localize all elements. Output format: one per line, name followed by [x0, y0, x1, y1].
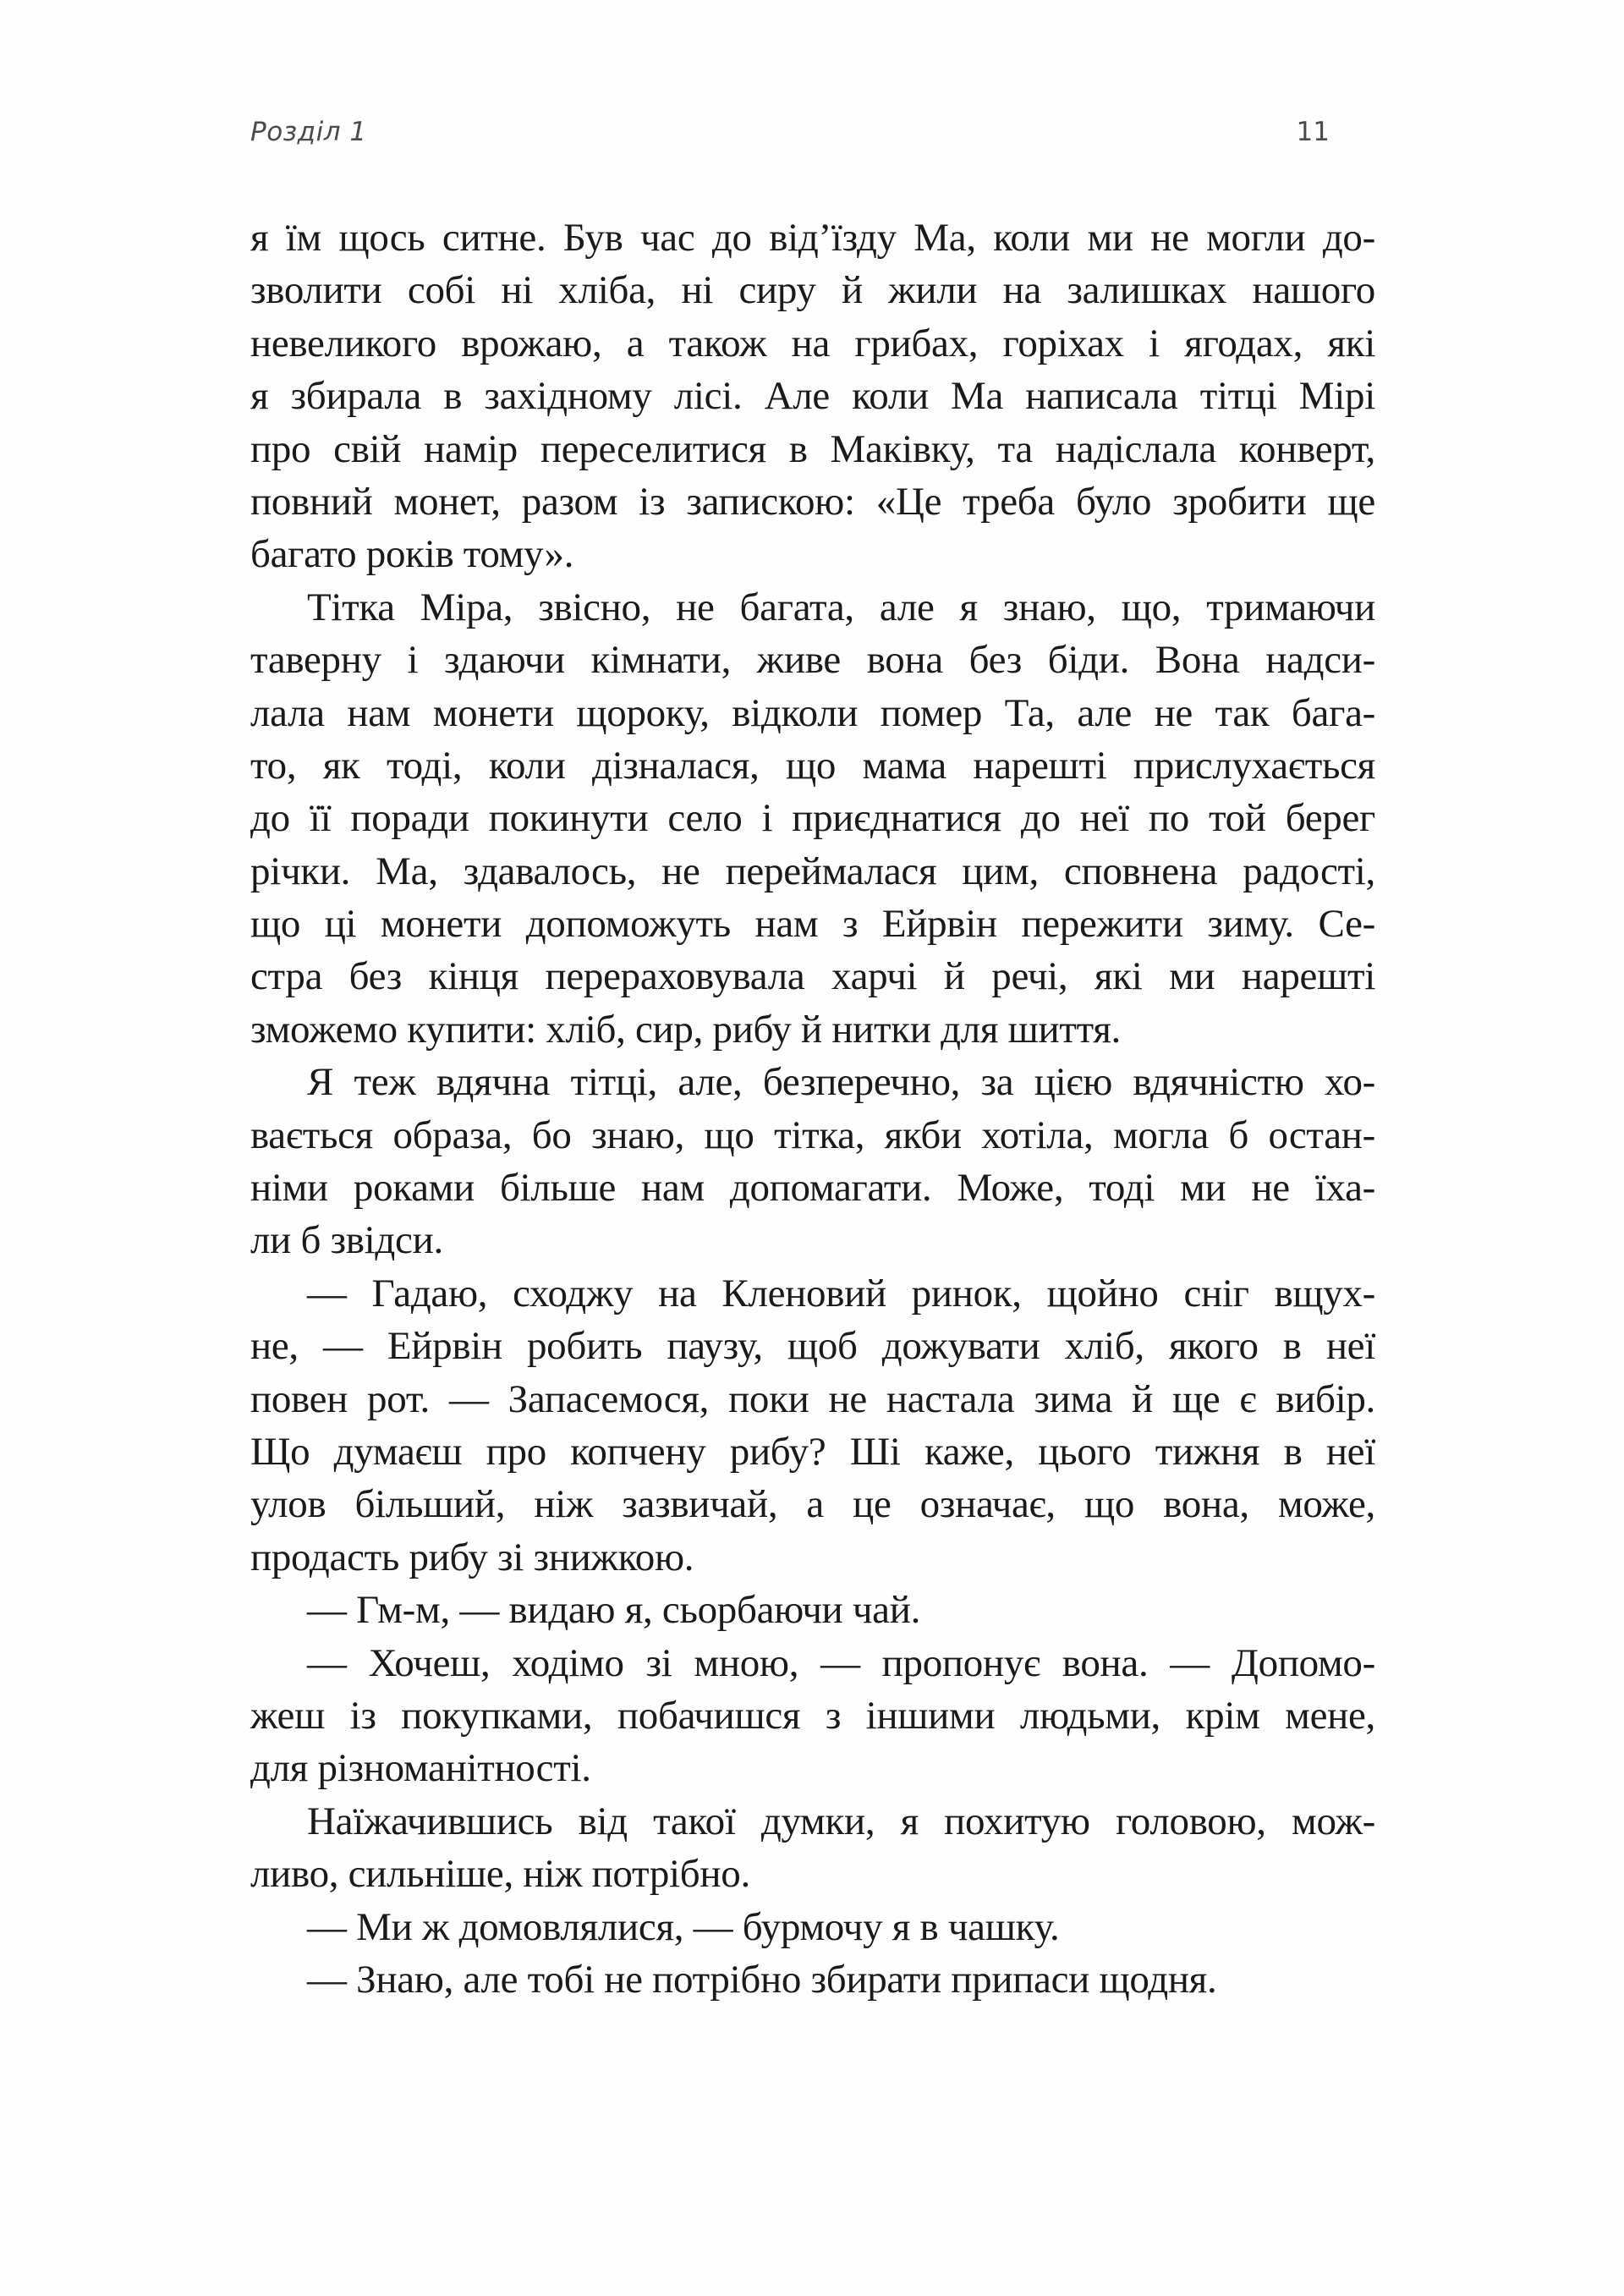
text-line: таверну і здаючи кімнати, живе вона без біди. Вона надси- [250, 638, 1375, 683]
text-line: німи роками більше нам допомагати. Може, тоді ми не їха- [250, 1166, 1375, 1211]
text-line: Я теж вдячна тітці, але, безперечно, за цією вдячністю хо- [307, 1060, 1375, 1105]
text-line: повен рот. — Запасемося, поки не настала зима й ще є вибір. [250, 1376, 1375, 1421]
text-line: про свій намір переселитися в Маківку, та надіслала конверт, [250, 426, 1375, 471]
text-line: я їм щось ситне. Був час до від’їзду Ма, коли ми не могли до- [250, 216, 1375, 260]
page-number: 11 [1296, 117, 1330, 147]
text-line: зволити собі ні хліба, ні сиру й жили на залишках нашого [250, 268, 1375, 313]
text-line: що ці монети допоможуть нам з Ейрвін пережити зиму. Се- [250, 902, 1375, 947]
text-line: зможемо купити: хліб, сир, рибу й нитки для шиття. [250, 1007, 1122, 1052]
text-line: лала нам монети щороку, відколи помер Та, але не так бага- [250, 690, 1375, 735]
text-line: не, — Ейрвін робить паузу, щоб дожувати хліб, якого в неї [250, 1324, 1375, 1369]
text-line: ли б звідси. [250, 1218, 443, 1263]
text-line: то, як тоді, коли дізналася, що мама нарешті прислухається [250, 743, 1375, 788]
text-line: багато років тому». [250, 532, 574, 577]
text-line: Що думаєш про копчену рибу? Ші каже, цього тижня в неї [250, 1429, 1375, 1474]
text-line: річки. Ма, здавалось, не переймалася цим, сповнена радості, [250, 849, 1375, 893]
chapter-label: Розділ 1 [250, 117, 367, 147]
text-line: — Гм-м, — видаю я, сьорбаючи чай. [307, 1588, 921, 1633]
text-line: Тітка Міра, звісно, не багата, але я знаю, що, тримаючи [307, 585, 1375, 629]
text-line: продасть рибу зі знижкою. [250, 1535, 694, 1579]
text-line: жеш із покупками, побачишся з іншими людьми, крім мене, [250, 1693, 1375, 1738]
text-line: до її поради покинути село і приєднатися до неї по той берег [250, 796, 1375, 841]
text-line: ливо, сильніше, ніж потрібно. [250, 1852, 750, 1897]
body-text [250, 211, 1375, 2006]
text-line: Наїжачившись від такої думки, я похитую головою, мож- [307, 1799, 1375, 1843]
text-line: я збирала в західному лісі. Але коли Ма написала тітці Мірі [250, 374, 1375, 419]
text-line: для різноманітності. [250, 1746, 591, 1791]
text-line: невеликого врожаю, а також на грибах, горіхах і ягодах, які [250, 321, 1375, 365]
running-head [250, 117, 1374, 159]
text-line: — Гадаю, сходжу на Кленовий ринок, щойно сніг вщух- [307, 1271, 1375, 1316]
text-line: стра без кінця перераховувала харчі й речі, які ми нарешті [250, 954, 1375, 999]
text-line: вається образа, бо знаю, що тітка, якби хотіла, могла б остан- [250, 1112, 1375, 1157]
text-line: улов більший, ніж зазвичай, а це означає, що вона, може, [250, 1482, 1375, 1527]
text-line: повний монет, разом із запискою: «Це треба було зробити ще [250, 479, 1375, 524]
text-line: — Хочеш, ходімо зі мною, — пропонує вона. — Допомо- [307, 1640, 1375, 1685]
text-line: — Знаю, але тобі не потрібно збирати припаси щодня. [307, 1957, 1217, 2002]
text-line: — Ми ж домовлялися, — бурмочу я в чашку. [307, 1904, 1060, 1949]
